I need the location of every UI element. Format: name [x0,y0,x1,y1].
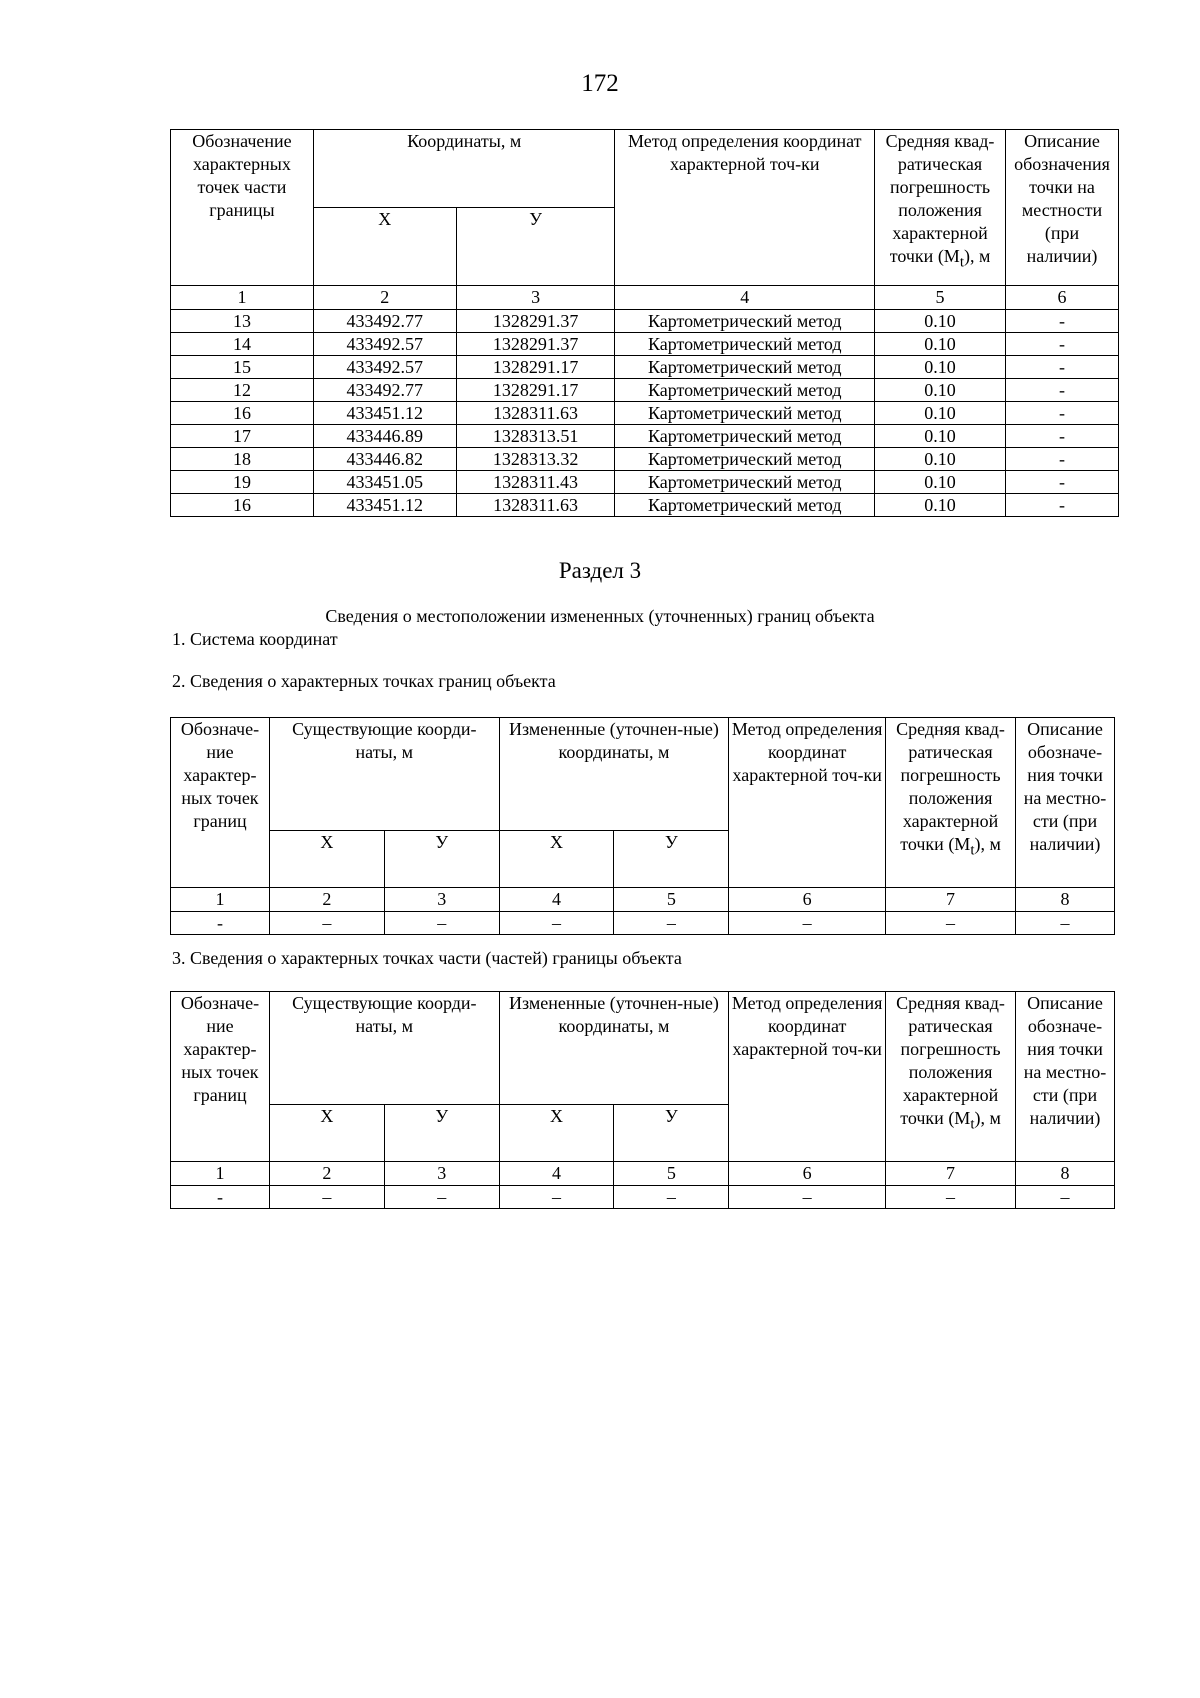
header-point-designation: Обозначение характерных точек части границы [171,130,314,286]
description-value: - [1006,333,1119,356]
column-number: 3 [456,286,615,310]
description-value: - [1006,448,1119,471]
header-y: У [614,830,729,887]
column-number: 1 [171,888,270,912]
empty-cell: – [269,1186,384,1209]
error-value: 0.10 [875,356,1006,379]
column-number: 6 [1006,286,1119,310]
y-value: 1328291.17 [456,356,615,379]
point-id: 16 [171,494,314,517]
y-value: 1328311.63 [456,494,615,517]
column-number: 2 [269,1162,384,1186]
point-id: 18 [171,448,314,471]
point-id: 12 [171,379,314,402]
header-x: X [269,830,384,887]
column-number-row [171,1162,1115,1186]
method-value: Картометрический метод [615,356,875,379]
x-value: 433492.77 [313,310,456,333]
coordinate-system-item: 1. Система координат [172,629,338,649]
header-error: Средняя квад-ратическая погрешность положения характерной точки $(M_t)$, м [875,130,1006,286]
y-value: 1328291.37 [456,310,615,333]
description-value: - [1006,402,1119,425]
column-number: 4 [499,1162,614,1186]
method-value: Картометрический метод [615,333,875,356]
empty-cell: – [729,912,886,935]
empty-cell: – [1016,1186,1115,1209]
description-value: - [1006,310,1119,333]
column-number: 5 [875,286,1006,310]
description-value: - [1006,494,1119,517]
description-value: - [1006,379,1119,402]
table-row [171,402,1119,425]
table-row [171,471,1119,494]
column-number: 3 [384,888,499,912]
header-y: У [384,1104,499,1161]
header-method: Метод определения координат характерной точ-ки [615,130,875,286]
x-value: 433492.77 [313,379,456,402]
table-row [171,333,1119,356]
error-value: 0.10 [875,425,1006,448]
error-value: 0.10 [875,310,1006,333]
header-x: X [499,1104,614,1161]
header-point-designation: Обозначе-ние характер-ных точек границ [171,992,270,1162]
method-value: Картометрический метод [615,471,875,494]
header-method: Метод определения координат характерной точ-ки [729,992,886,1162]
header-y: У [456,208,615,286]
column-number: 5 [614,888,729,912]
header-row [171,130,1119,208]
x-value: 433492.57 [313,333,456,356]
point-id: 13 [171,310,314,333]
part-boundary-points-table [170,991,1115,1209]
empty-cell: - [171,912,270,935]
header-changed-coordinates: Измененные (уточнен-ные) координаты, м [499,992,729,1105]
table-row [171,494,1119,517]
empty-cell: – [729,1186,886,1209]
header-x: X [499,830,614,887]
header-row [171,992,1115,1105]
error-value: 0.10 [875,333,1006,356]
section-subtitle: Сведения о местоположении измененных (уточненных) границ объекта [325,606,875,626]
header-error: Средняя квад-ратическая погрешность положения характерной точки $(M_t)$, м [886,718,1016,888]
y-value: 1328313.51 [456,425,615,448]
header-y: У [384,830,499,887]
empty-cell: – [384,912,499,935]
error-value: 0.10 [875,471,1006,494]
column-number: 1 [171,1162,270,1186]
empty-cell: – [614,1186,729,1209]
empty-cell: – [499,912,614,935]
header-point-designation: Обозначе-ние характер-ных точек границ [171,718,270,888]
column-number: 2 [313,286,456,310]
description-value: - [1006,356,1119,379]
error-value: 0.10 [875,494,1006,517]
table-row [171,912,1115,935]
header-x: X [269,1104,384,1161]
column-number-row [171,888,1115,912]
empty-cell: – [614,912,729,935]
x-value: 433446.89 [313,425,456,448]
table-row [171,425,1119,448]
empty-cell: - [171,1186,270,1209]
column-number: 5 [614,1162,729,1186]
point-id: 14 [171,333,314,356]
table-row [171,310,1119,333]
column-number: 8 [1016,1162,1115,1186]
y-value: 1328291.17 [456,379,615,402]
empty-cell: – [384,1186,499,1209]
boundary-points-table [170,717,1115,935]
table-row [171,379,1119,402]
header-existing-coordinates: Существующие коорди-наты, м [269,718,499,831]
point-id: 17 [171,425,314,448]
column-number: 7 [886,888,1016,912]
empty-cell: – [886,1186,1016,1209]
method-value: Картометрический метод [615,402,875,425]
method-value: Картометрический метод [615,379,875,402]
empty-cell: – [499,1186,614,1209]
point-id: 15 [171,356,314,379]
method-value: Картометрический метод [615,448,875,471]
column-number: 6 [729,1162,886,1186]
y-value: 1328313.32 [456,448,615,471]
y-value: 1328311.43 [456,471,615,494]
boundary-points-item: 2. Сведения о характерных точках границ объекта [172,671,556,691]
header-y: У [614,1104,729,1161]
method-value: Картометрический метод [615,425,875,448]
column-number: 4 [615,286,875,310]
header-changed-coordinates: Измененные (уточнен-ные) координаты, м [499,718,729,831]
header-row [171,718,1115,831]
point-id: 16 [171,402,314,425]
x-value: 433451.12 [313,494,456,517]
header-x: X [313,208,456,286]
error-value: 0.10 [875,379,1006,402]
section-title: Раздел 3 [558,558,642,583]
table-row [171,448,1119,471]
empty-cell: – [1016,912,1115,935]
column-number-row [171,286,1119,310]
header-description: Описание обозначе-ния точки на местно-сти (при наличии) [1016,992,1115,1162]
column-number: 6 [729,888,886,912]
x-value: 433492.57 [313,356,456,379]
header-coordinates: Координаты, м [313,130,615,208]
header-description: Описание обозначе-ния точки на местно-сти (при наличии) [1016,718,1115,888]
method-value: Картометрический метод [615,494,875,517]
column-number: 7 [886,1162,1016,1186]
error-value: 0.10 [875,402,1006,425]
page-number: 172 [581,70,619,97]
y-value: 1328311.63 [456,402,615,425]
header-method: Метод определения координат характерной точ-ки [729,718,886,888]
point-id: 19 [171,471,314,494]
column-number: 4 [499,888,614,912]
method-value: Картометрический метод [615,310,875,333]
column-number: 1 [171,286,314,310]
part-boundary-points-item: 3. Сведения о характерных точках части (частей) границы объекта [172,948,682,968]
column-number: 3 [384,1162,499,1186]
column-number: 2 [269,888,384,912]
column-number: 8 [1016,888,1115,912]
header-error: Средняя квад-ратическая погрешность положения характерной точки $(M_t)$, м [886,992,1016,1162]
empty-cell: – [886,912,1016,935]
description-value: - [1006,425,1119,448]
x-value: 433451.05 [313,471,456,494]
x-value: 433446.82 [313,448,456,471]
header-existing-coordinates: Существующие коорди-наты, м [269,992,499,1105]
points-table-part [170,129,1119,517]
x-value: 433451.12 [313,402,456,425]
table-row [171,356,1119,379]
empty-cell: – [269,912,384,935]
description-value: - [1006,471,1119,494]
table-row [171,1186,1115,1209]
error-value: 0.10 [875,448,1006,471]
header-description: Описание обозначения точки на местности (при наличии) [1006,130,1119,286]
y-value: 1328291.37 [456,333,615,356]
